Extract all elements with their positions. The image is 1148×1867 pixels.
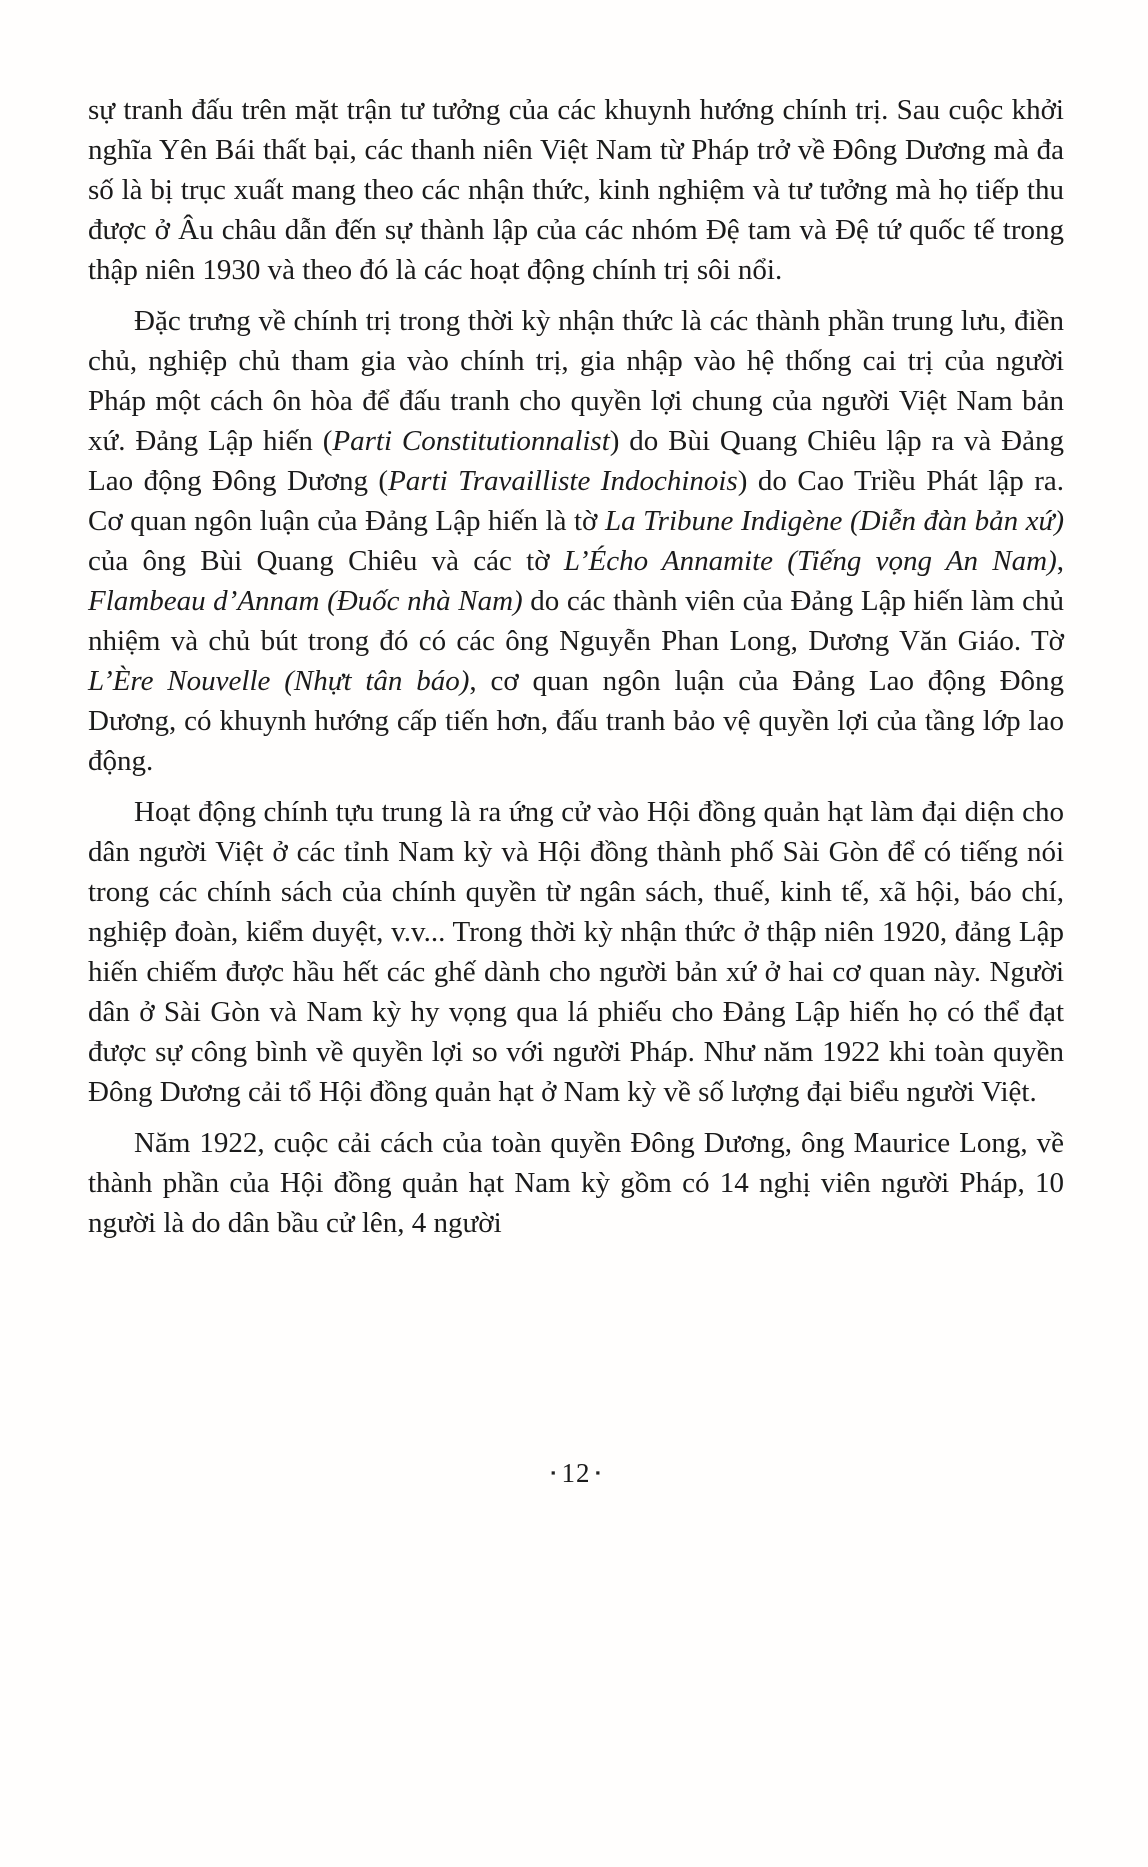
footer-dot-left: ▪ <box>550 1465 557 1480</box>
text-run: ) do Bùi Quang Chiêu lập ra và Đảng Lao động Đông Dương ( <box>88 425 1064 497</box>
page-footer <box>88 1458 1064 1489</box>
text-run: của ông Bùi Quang Chiêu và các tờ <box>88 545 564 577</box>
text-run: Flambeau d’Annam (Đuốc nhà Nam) <box>88 585 523 617</box>
text-run: ) do Cao Triều Phát lập ra. Cơ quan ngôn luận của Đảng Lập hiến là tờ <box>88 465 1064 537</box>
paragraph <box>88 90 1064 290</box>
text-run: L’Ère Nouvelle (Nhựt tân báo) <box>88 665 470 697</box>
text-run: Parti Travailliste Indochinois <box>388 465 738 497</box>
paragraph <box>88 792 1064 1112</box>
text-run: do các thành viên của Đảng Lập hiến làm chủ nhiệm và chủ bút trong đó có các ông Nguyễn Phan Long, Dương Văn Giáo. Tờ <box>88 585 1064 657</box>
text-run: L’Écho Annamite (Tiếng vọng An Nam) <box>563 545 1057 577</box>
text-run: , cơ quan ngôn luận của Đảng Lao động Đông Dương, có khuynh hướng cấp tiến hơn, đấu tranh bảo vệ quyền lợi của tầng lớp lao động. <box>88 665 1065 777</box>
footer-dot-right: ▪ <box>595 1465 602 1480</box>
paragraph <box>88 301 1064 781</box>
text-run: , <box>1056 545 1064 577</box>
text-run: La Tribune Indigène (Diễn đàn bản xứ) <box>604 505 1065 537</box>
text-run: sự tranh đấu trên mặt trận tư tưởng của các khuynh hướng chính trị. Sau cuộc khởi nghĩa Yên Bái thất bại, các thanh niên Việt Nam từ Pháp trở về Đông Dương mà đa số là bị trục xuất mang theo các nhận thức, kinh nghiệm và tư tưởng mà họ tiếp thu được ở Âu châu dẫn đến sự thành lập của các nhóm Đệ tam và Đệ tứ quốc tế trong thập niên 1930 và theo đó là các hoạt động chính trị sôi nổi. <box>88 94 1064 286</box>
text-run: Hoạt động chính tựu trung là ra ứng cử vào Hội đồng quản hạt làm đại diện cho dân người Việt ở các tỉnh Nam kỳ và Hội đồng thành phố Sài Gòn để có tiếng nói trong các chính sách của chính quyền từ ngân sách, thuế, kinh tế, xã hội, báo chí, nghiệp đoàn, kiểm duyệt, v.v... Trong thời kỳ nhận thức ở thập niên 1920, đảng Lập hiến chiếm được hầu hết các ghế dành cho người bản xứ ở hai cơ quan này. Người dân ở Sài Gòn và Nam kỳ hy vọng qua lá phiếu cho Đảng Lập hiến họ có thể đạt được sự công bình về quyền lợi so với người Pháp. Như năm 1922 khi toàn quyền Đông Dương cải tổ Hội đồng quản hạt ở Nam kỳ về số lượng đại biểu người Việt. <box>88 796 1064 1108</box>
text-run: Đặc trưng về chính trị trong thời kỳ nhận thức là các thành phần trung lưu, điền chủ, nghiệp chủ tham gia vào chính trị, gia nhập vào hệ thống cai trị của người Pháp một cách ôn hòa để đấu tranh cho quyền lợi chung của người Việt Nam bản xứ. Đảng Lập hiến ( <box>88 305 1064 457</box>
paragraph <box>88 1123 1064 1243</box>
page-number: 12 <box>561 1458 591 1488</box>
text-run: Parti Constitutionnalist <box>332 425 610 457</box>
text-run: Năm 1922, cuộc cải cách của toàn quyền Đông Dương, ông Maurice Long, về thành phần của Hội đồng quản hạt Nam kỳ gồm có 14 nghị viên người Pháp, 10 người là do dân bầu cử lên, 4 người <box>88 1127 1064 1239</box>
page-body <box>88 90 1064 1243</box>
